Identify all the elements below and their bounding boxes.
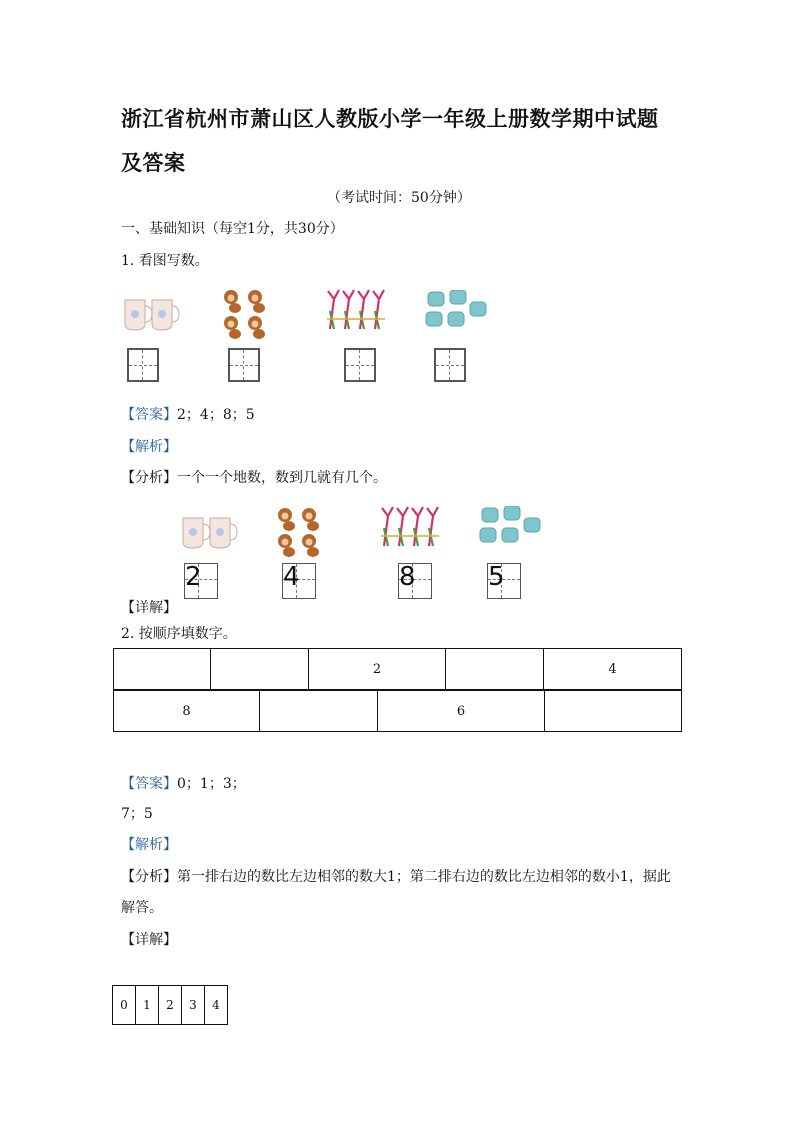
table-cell[interactable] — [211, 649, 309, 690]
answer-box-4 — [487, 563, 521, 599]
analysis-text: 一个一个地数，数到几就有几个。 — [177, 470, 387, 486]
q2-answer-line2: 7；5 — [121, 806, 153, 822]
answer-box-2 — [282, 563, 316, 599]
answer-digit: 5 — [488, 562, 505, 592]
table-cell: 8 — [114, 691, 260, 732]
exam-time: （考试时间：50分钟） — [327, 190, 471, 206]
xiangjie-label-1: 【详解】 — [121, 600, 177, 616]
sequence-table-row2 — [113, 690, 682, 732]
write-box-3[interactable] — [344, 348, 376, 382]
answer-digit: 8 — [399, 562, 416, 592]
analysis-text: 第一排右边的数比左边相邻的数大1；第二排右边的数比左边相邻的数小1，据此 — [177, 869, 671, 885]
q1-answer — [121, 404, 255, 424]
monkeys-icon — [219, 287, 271, 341]
sequence-table-row1 — [113, 648, 682, 690]
q2-analysis-line2: 解答。 — [121, 900, 163, 916]
q2-answer — [121, 773, 246, 793]
analysis-label: 【分析】 — [121, 470, 177, 486]
q2-analysis — [121, 866, 671, 886]
answer-box-3 — [398, 563, 432, 599]
table-cell: 6 — [378, 691, 545, 732]
q1-analysis — [121, 467, 387, 487]
page-title-line1: 浙江省杭州市萧山区人教版小学一年级上册数学期中试题 — [121, 106, 659, 131]
jiexi-label: 【解析】 — [121, 837, 177, 853]
answer-box-1 — [184, 563, 218, 599]
cups-icon — [122, 296, 180, 334]
table-cell: 4 — [205, 986, 228, 1025]
mugs-icon — [478, 506, 544, 546]
table-cell: 2 — [309, 649, 446, 690]
table-cell: 1 — [136, 986, 159, 1025]
answer-sequence-table — [112, 985, 228, 1025]
flowers-icon — [379, 506, 441, 548]
write-box-1[interactable] — [127, 348, 159, 382]
monkeys-icon — [273, 505, 325, 559]
answer-digit: 4 — [283, 562, 300, 592]
table-cell[interactable] — [446, 649, 544, 690]
answer-label: 【答案】 — [121, 407, 177, 423]
write-box-2[interactable] — [228, 348, 260, 382]
answer-label: 【答案】 — [121, 776, 177, 792]
jiexi-label: 【解析】 — [121, 439, 177, 455]
answer-value: 2；4；8；5 — [177, 407, 255, 423]
cups-icon — [180, 514, 238, 552]
section-heading: 一、基础知识（每空1分，共30分） — [121, 221, 344, 237]
table-cell[interactable] — [114, 649, 211, 690]
write-box-4[interactable] — [434, 348, 466, 382]
analysis-label: 【分析】 — [121, 869, 177, 885]
table-cell[interactable] — [545, 691, 682, 732]
table-cell: 0 — [113, 986, 136, 1025]
flowers-icon — [325, 289, 387, 331]
q2-prompt: 2. 按顺序填数字。 — [121, 626, 237, 642]
table-cell: 4 — [544, 649, 682, 690]
table-cell[interactable] — [260, 691, 378, 732]
q1-prompt: 1. 看图写数。 — [121, 253, 209, 269]
answer-value: 0；1；3； — [177, 776, 246, 792]
page-title-line2: 及答案 — [121, 150, 186, 175]
table-cell: 2 — [159, 986, 182, 1025]
table-cell: 3 — [182, 986, 205, 1025]
mugs-icon — [424, 290, 490, 330]
xiangjie-label-2: 【详解】 — [121, 932, 177, 948]
answer-digit: 2 — [185, 562, 202, 592]
